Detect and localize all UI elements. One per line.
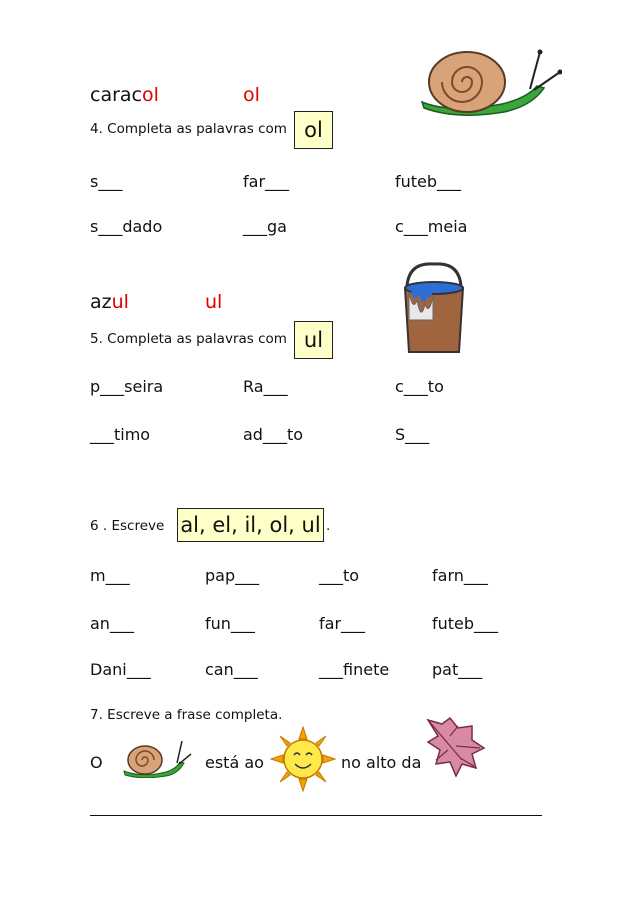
instruction-4: 4. Completa as palavras com — [90, 121, 287, 137]
word-azul-suffix: ul — [111, 291, 129, 313]
word-blank: c___meia — [395, 217, 468, 236]
word-blank: p___seira — [90, 377, 164, 396]
syllable-box-ol: ol — [294, 111, 333, 149]
instruction-7: 7. Escreve a frase completa. — [90, 707, 283, 723]
sentence-part: está ao — [205, 753, 264, 772]
word-caracol — [90, 84, 159, 106]
word-blank: ad___to — [243, 425, 304, 444]
word-blank: futeb___ — [395, 172, 462, 191]
word-blank: ___finete — [319, 660, 390, 679]
word-blank: Dani___ — [90, 660, 151, 679]
word-caracol-suffix: ol — [142, 84, 159, 106]
instruction-6-period: . — [326, 518, 331, 534]
word-blank: Ra___ — [243, 377, 288, 396]
word-blank: can___ — [205, 660, 258, 679]
syllable-ul: ul — [205, 291, 223, 313]
word-blank: pat___ — [432, 660, 483, 679]
instruction-6: 6 . Escreve — [90, 518, 165, 534]
word-blank: ___ga — [243, 217, 287, 236]
syllable-box-ul: ul — [294, 321, 333, 359]
word-blank: farn___ — [432, 566, 488, 585]
sentence-part: O — [90, 753, 103, 772]
leaf-icon — [422, 716, 488, 778]
syllable-box-all: al, el, il, ol, ul — [177, 508, 324, 542]
word-azul — [90, 291, 129, 313]
word-blank: fun___ — [205, 614, 255, 633]
word-blank: futeb___ — [432, 614, 499, 633]
snail-icon — [120, 738, 192, 778]
word-blank: s___ — [90, 172, 123, 191]
word-blank: pap___ — [205, 566, 260, 585]
word-blank: ___timo — [90, 425, 151, 444]
paint-bucket-icon — [399, 260, 469, 355]
word-blank: c___to — [395, 377, 444, 396]
word-blank: m___ — [90, 566, 130, 585]
word-blank: far___ — [243, 172, 290, 191]
syllable-ol: ol — [243, 84, 260, 106]
word-blank: an___ — [90, 614, 134, 633]
word-blank: far___ — [319, 614, 366, 633]
sentence-part: no alto da — [341, 753, 422, 772]
word-blank: ___to — [319, 566, 360, 585]
word-caracol-prefix: carac — [90, 84, 142, 106]
answer-line[interactable] — [90, 815, 542, 816]
word-blank: S___ — [395, 425, 430, 444]
sun-icon — [270, 726, 336, 792]
word-blank: s___dado — [90, 217, 163, 236]
word-azul-prefix: az — [90, 291, 112, 313]
instruction-5: 5. Completa as palavras com — [90, 331, 287, 347]
snail-icon — [412, 44, 562, 116]
